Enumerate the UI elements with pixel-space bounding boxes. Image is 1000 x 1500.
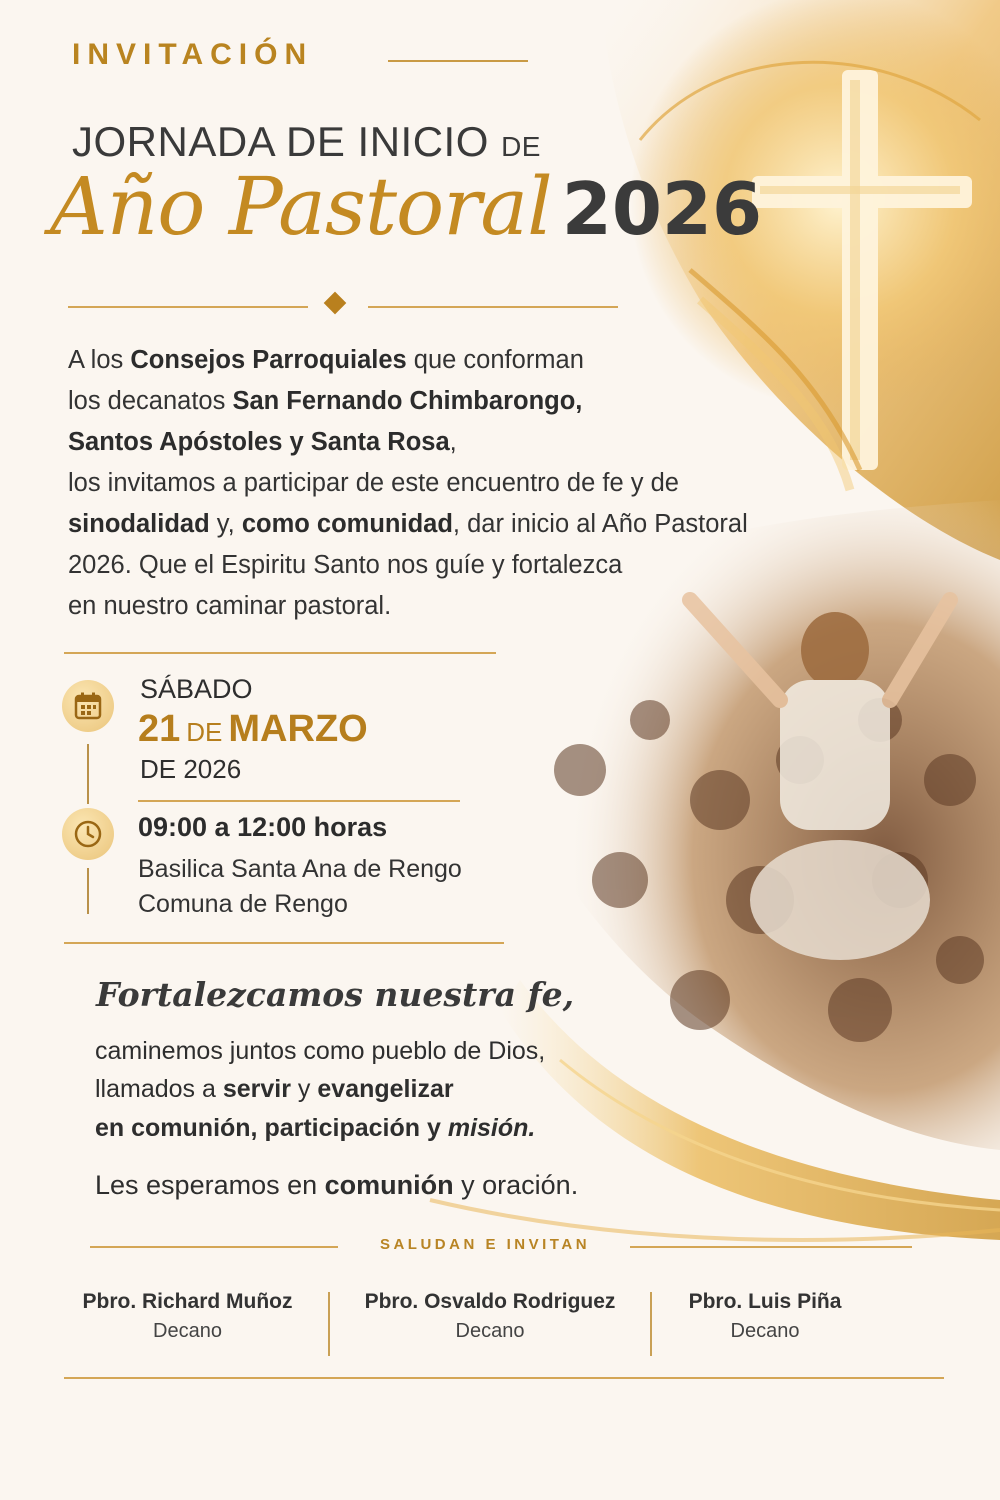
timeline-connector-1 xyxy=(87,744,89,804)
signature-role: Decano xyxy=(730,1320,800,1342)
calendar-icon xyxy=(62,680,114,732)
body-text: , dar inicio al Año Pastoral xyxy=(452,510,748,538)
signature-name: Pbro. Richard Muñoz xyxy=(82,1290,293,1313)
signatures-heading: SALUDAN E INVITAN xyxy=(379,1236,591,1253)
event-time: 09:00 a 12:00 horas xyxy=(138,812,388,842)
title-script: Año Pastoral xyxy=(50,160,552,253)
quote-line-3 xyxy=(95,1114,535,1143)
body-line-6: 2026. Que el Espiritu Santo nos guíe y fortalezca xyxy=(68,551,623,579)
signature-role: Decano xyxy=(455,1320,525,1342)
body-text: que conforman xyxy=(406,346,584,374)
body-text: , xyxy=(449,428,457,456)
closing-line xyxy=(95,1170,578,1201)
divider-event-bottom xyxy=(64,942,504,944)
event-day: SÁBADO xyxy=(140,674,253,704)
body-line-7: en nuestro caminar pastoral. xyxy=(68,592,392,620)
header-divider xyxy=(388,60,528,62)
title-year: 2026 xyxy=(561,167,763,251)
body-text: y, xyxy=(209,510,242,538)
body-bold: sinodalidad xyxy=(68,510,210,538)
event-date-de: DE xyxy=(186,717,223,747)
divider-event-top xyxy=(64,652,496,654)
quote-heading: Fortalezcamos nuestra fe, xyxy=(96,975,575,1014)
quote-bold: servir xyxy=(222,1075,291,1103)
closing-text: y oración. xyxy=(453,1170,579,1200)
event-place: Basilica Santa Ana de Rengo xyxy=(138,855,462,883)
signature-name: Pbro. Luis Piña xyxy=(688,1290,842,1313)
event-date-month: MARZO xyxy=(228,708,368,750)
title-de: DE xyxy=(501,131,541,162)
closing-text: Les esperamos en xyxy=(95,1170,325,1200)
body-line-5 xyxy=(68,504,848,545)
body-bold: Consejos Parroquiales xyxy=(130,346,407,374)
signature-separator xyxy=(650,1292,652,1356)
title-part-1: JORNADA DE INICIO xyxy=(72,118,489,165)
signature-name: Pbro. Osvaldo Rodriguez xyxy=(364,1290,616,1313)
body-text: A los xyxy=(68,346,131,374)
divider-left xyxy=(68,306,308,308)
body-line-1 xyxy=(68,340,848,381)
quote-line-2 xyxy=(95,1075,454,1104)
clock-icon xyxy=(62,808,114,860)
quote-bold: en comunión, participación y xyxy=(95,1114,448,1142)
event-date xyxy=(138,708,368,751)
title-line-1 xyxy=(72,118,541,166)
quote-italic: misión. xyxy=(447,1114,536,1142)
body-text: los decanatos xyxy=(68,387,233,415)
event-commune: Comuna de Rengo xyxy=(138,890,348,918)
divider-event-mid xyxy=(138,800,460,802)
quote-text: y xyxy=(290,1075,318,1103)
body-bold: Santos Apóstoles y Santa Rosa xyxy=(68,428,450,456)
signature-separator xyxy=(328,1292,330,1356)
signature-1 xyxy=(50,1290,325,1343)
invitation-label: INVITACIÓN xyxy=(72,38,314,71)
body-line-3 xyxy=(68,422,848,463)
quote-text: llamados a xyxy=(95,1075,223,1103)
signature-role: Decano xyxy=(153,1320,222,1342)
quote-line-1: caminemos juntos como pueblo de Dios, xyxy=(95,1037,546,1065)
divider-signatures-left xyxy=(90,1246,338,1248)
event-year: DE 2026 xyxy=(140,754,242,784)
divider-right xyxy=(368,306,618,308)
signature-3 xyxy=(660,1290,870,1343)
divider-signatures-right xyxy=(630,1246,912,1248)
divider-footer xyxy=(64,1377,944,1379)
body-line-4: los invitamos a participar de este encuentro de fe y de xyxy=(68,469,679,497)
closing-bold: comunión xyxy=(324,1170,454,1200)
body-bold: San Fernando Chimbarongo, xyxy=(232,387,583,415)
quote-bold: evangelizar xyxy=(317,1075,454,1103)
title-line-2 xyxy=(50,160,762,253)
event-date-number: 21 xyxy=(138,708,181,750)
invitation-body xyxy=(68,340,848,627)
signature-2 xyxy=(340,1290,640,1343)
body-line-2 xyxy=(68,381,848,422)
timeline-connector-2 xyxy=(87,868,89,914)
body-bold: como comunidad xyxy=(241,510,453,538)
